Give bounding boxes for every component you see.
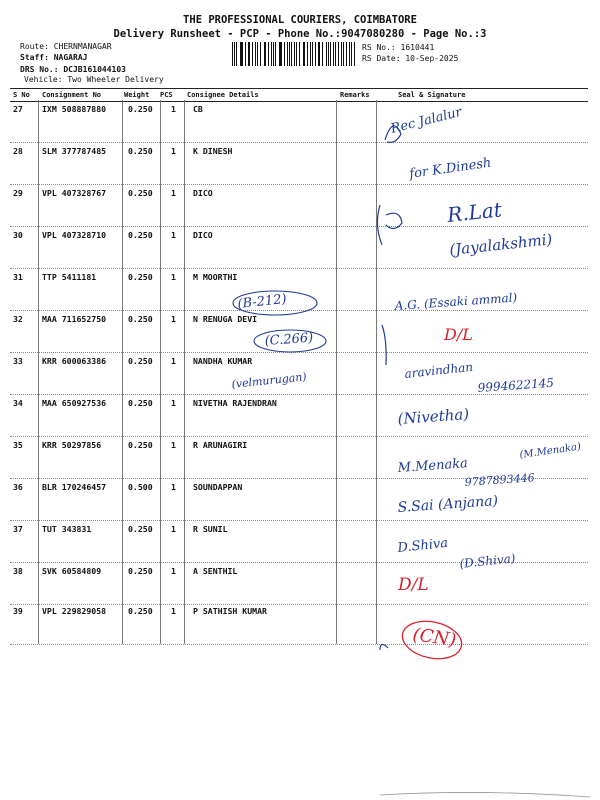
signature-row-36: S.Sai (Anjana)	[397, 493, 499, 516]
row-consignee: N RENUGA DEVI	[193, 314, 258, 324]
barcode-bar	[252, 42, 253, 66]
barcode	[232, 42, 357, 66]
row-consignment: TTP 5411181	[42, 272, 97, 282]
cn-mark-row-39: (CN)	[411, 624, 458, 652]
delivered-mark-row-32: D/L	[444, 325, 473, 344]
table-row	[10, 394, 588, 437]
drs-line	[20, 65, 126, 74]
row-weight: 0.250	[128, 104, 153, 114]
staff-line	[20, 53, 87, 62]
col-consignment: Consignment No	[42, 91, 102, 99]
row-consignee: A SENTHIL	[193, 566, 238, 576]
table-row	[10, 352, 588, 395]
rs-date-value: 10-Sep-2025	[405, 54, 459, 63]
row-sno: 38	[13, 566, 23, 576]
row-consignment: KRR 50297856	[42, 440, 102, 450]
row-pcs: 1	[171, 230, 176, 240]
signature-row-27: Rec Jalalur	[389, 104, 464, 137]
row-pcs: 1	[171, 482, 176, 492]
row-consignment: MAA 711652750	[42, 314, 107, 324]
row-pcs: 1	[171, 356, 176, 366]
rs-date-label: RS Date:	[362, 54, 401, 63]
signature-row-31: A.G. (Essaki ammal)	[394, 290, 518, 313]
barcode-bar	[260, 42, 261, 66]
signature-row-35: M.Menaka	[397, 456, 469, 476]
staff-label: Staff:	[20, 53, 49, 62]
row-weight: 0.250	[128, 230, 153, 240]
vehicle-line	[24, 75, 164, 84]
row-sno: 28	[13, 146, 23, 156]
signature-row-30: (Jayalakshmi)	[448, 230, 554, 259]
row-consignee: NANDHA KUMAR	[193, 356, 253, 366]
row-weight: 0.250	[128, 606, 153, 616]
barcode-bar	[333, 42, 334, 66]
table-row	[10, 142, 588, 185]
table-row	[10, 520, 588, 563]
row-pcs: 1	[171, 440, 176, 450]
row-sno: 30	[13, 230, 23, 240]
row-sno: 33	[13, 356, 23, 366]
table-row	[10, 100, 588, 143]
rs-no-label: RS No.:	[362, 43, 396, 52]
barcode-bar	[240, 42, 241, 66]
col-weight: Weight	[124, 91, 150, 99]
row-consignment: KRR 600063386	[42, 356, 107, 366]
row-pcs: 1	[171, 314, 176, 324]
barcode-bar	[280, 42, 281, 66]
handwritten-note-row-35: (M.Menaka)	[518, 441, 582, 461]
row-weight: 0.250	[128, 272, 153, 282]
row-weight: 0.250	[128, 356, 153, 366]
rs-date-line	[362, 54, 458, 63]
barcode-bar	[268, 42, 269, 66]
handwritten-note-row-32: (C.266)	[264, 330, 314, 349]
barcode-bar	[275, 42, 276, 66]
runsheet-title: Delivery Runsheet - PCP - Phone No.:9047080280 - Page No.:3	[113, 28, 487, 40]
barcode-bar	[232, 42, 233, 66]
row-weight: 0.250	[128, 566, 153, 576]
barcode-bar	[255, 42, 256, 66]
row-weight: 0.250	[128, 398, 153, 408]
rs-no-value: 1610441	[400, 43, 435, 52]
table-row	[10, 562, 588, 605]
row-sno: 32	[13, 314, 23, 324]
row-consignment: BLR 170246457	[42, 482, 107, 492]
barcode-bar	[326, 42, 327, 66]
row-consignee: SOUNDAPPAN	[193, 482, 243, 492]
route-value: CHERNMANAGAR	[53, 42, 112, 51]
row-sno: 27	[13, 104, 23, 114]
row-consignee: R ARUNAGIRI	[193, 440, 248, 450]
handwritten-note-row-31: (B-212)	[236, 291, 288, 312]
barcode-bar	[343, 42, 344, 66]
table-row	[10, 436, 588, 479]
phone-note-row-35: 9787893446	[464, 471, 536, 489]
row-sno: 37	[13, 524, 23, 534]
row-consignee: R SUNIL	[193, 524, 228, 534]
barcode-bar	[310, 42, 311, 66]
staff-value: NAGARAJ	[53, 53, 88, 62]
row-consignment: VPL 407328710	[42, 230, 107, 240]
signature-row-28: for K.Dinesh	[408, 155, 493, 182]
row-weight: 0.250	[128, 440, 153, 450]
delivered-mark-row-38: D/L	[398, 575, 429, 595]
route-label: Route:	[20, 42, 49, 51]
barcode-bar	[351, 42, 352, 66]
row-weight: 0.250	[128, 188, 153, 198]
row-sno: 29	[13, 188, 23, 198]
row-weight: 0.500	[128, 482, 153, 492]
barcode-bar	[299, 42, 300, 66]
company-name: THE PROFESSIONAL COURIERS, COIMBATORE	[183, 14, 417, 26]
barcode-bar	[241, 42, 242, 66]
table-row	[10, 310, 588, 353]
row-consignee: P SATHISH KUMAR	[193, 606, 267, 616]
row-sno: 36	[13, 482, 23, 492]
drs-value: DCJB161044103	[63, 65, 126, 74]
row-consignment: TUT 343831	[42, 524, 92, 534]
vehicle-value: Two Wheeler Delivery	[67, 75, 164, 84]
row-consignment: SVK 60584809	[42, 566, 102, 576]
signature-row-29: R.Lat	[446, 197, 503, 227]
row-consignment: VPL 229829058	[42, 606, 107, 616]
row-consignee: DICO	[193, 188, 213, 198]
barcode-bar	[284, 42, 285, 66]
row-weight: 0.250	[128, 314, 153, 324]
signature-stroke	[380, 644, 388, 650]
signature-row-34: (Nivetha)	[397, 405, 470, 428]
table-row	[10, 226, 588, 269]
barcode-bar	[319, 42, 320, 66]
row-pcs: 1	[171, 566, 176, 576]
barcode-bar	[307, 42, 308, 66]
col-remarks: Remarks	[340, 91, 370, 99]
row-consignment: VPL 407328767	[42, 188, 107, 198]
row-consignee: K DINESH	[193, 146, 233, 156]
row-consignment: SLM 377787485	[42, 146, 107, 156]
row-pcs: 1	[171, 146, 176, 156]
signature-row-33: aravindhan	[403, 359, 474, 381]
phone-note-row-33: 9994622145	[477, 375, 555, 395]
row-consignee: NIVETHA RAJENDRAN	[193, 398, 277, 408]
row-consignee: M MOORTHI	[193, 272, 238, 282]
col-pcs: PCS	[160, 91, 173, 99]
row-weight: 0.250	[128, 146, 153, 156]
rs-no-line	[362, 43, 434, 52]
table-row	[10, 602, 588, 645]
row-sno: 34	[13, 398, 23, 408]
scan-artifact	[380, 792, 590, 797]
handwritten-note-row-33: (velmurugan)	[230, 370, 308, 391]
signature-row-37: D.Shiva	[396, 535, 449, 556]
col-sno: S No	[13, 91, 30, 99]
row-sno: 31	[13, 272, 23, 282]
row-pcs: 1	[171, 606, 176, 616]
col-consignee: Consignee Details	[187, 91, 259, 99]
barcode-bar	[294, 42, 295, 66]
row-consignment: MAA 650927536	[42, 398, 107, 408]
row-pcs: 1	[171, 524, 176, 534]
row-weight: 0.250	[128, 524, 153, 534]
row-pcs: 1	[171, 188, 176, 198]
row-sno: 39	[13, 606, 23, 616]
vehicle-label: Vehicle:	[24, 75, 63, 84]
row-consignee: CB	[193, 104, 203, 114]
drs-label: DRS No.:	[20, 65, 59, 74]
route-line	[20, 42, 112, 51]
row-pcs: 1	[171, 104, 176, 114]
col-seal: Seal & Signature	[398, 91, 466, 99]
barcode-bar	[341, 42, 342, 66]
row-consignee: DICO	[193, 230, 213, 240]
table-row	[10, 184, 588, 227]
table-row	[10, 268, 588, 311]
row-sno: 35	[13, 440, 23, 450]
table-row	[10, 478, 588, 521]
row-pcs: 1	[171, 398, 176, 408]
handwritten-note-row-37: (D.Shiva)	[458, 551, 517, 571]
row-pcs: 1	[171, 272, 176, 282]
row-consignment: IXM 508887880	[42, 104, 107, 114]
